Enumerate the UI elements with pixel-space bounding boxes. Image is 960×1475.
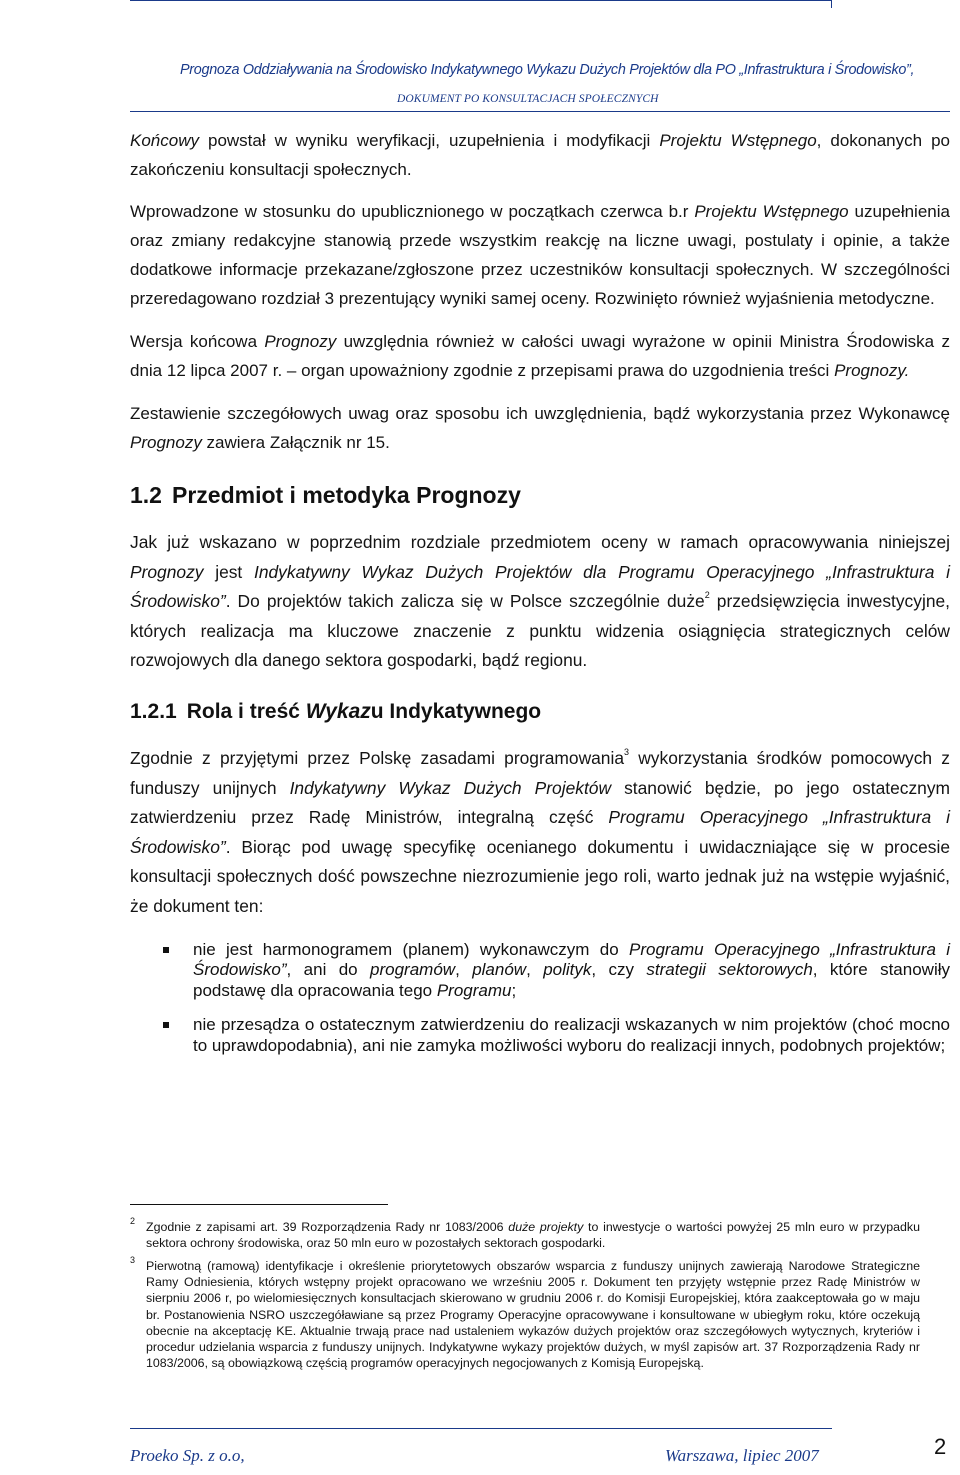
subsection-title-part: u Indykatywnego bbox=[370, 699, 542, 723]
italic-text: Prognozy bbox=[130, 561, 204, 582]
text: przedsięwzięcia inwestycyjne, których realizacja ma kluczowe znaczenie z punktu widzenia osiągnięcia strategicznych celów rozwojowych dla danego sektora gospodarki, bądź regionu. bbox=[130, 591, 950, 671]
text: nie przesądza o ostatecznym zatwierdzeniu do realizacji wskazanych w nim projektów (choć mocno to uprawdopodabnia), ani nie zamyka możliwości wyboru do realizacji innych, podobnych projektów; bbox=[193, 1015, 950, 1055]
section-title: Przedmiot i metodyka Prognozy bbox=[171, 482, 521, 508]
text: , bbox=[526, 960, 544, 980]
text: . Biorąc pod uwagę specyfikę ocenianego dokumentu i uwidaczniające się w procesie konsultacji społecznych dość powszechne niezrozumienie jego roli, warto jednak już na wstępie wyjaśnić, że dokument ten: bbox=[130, 836, 950, 916]
footnote bbox=[130, 1255, 920, 1371]
subsection-heading bbox=[130, 698, 950, 726]
text: stanowić będzie, po jego ostatecznym zatwierdzeniu przez Radę Ministrów, integralną część bbox=[130, 777, 951, 828]
text: Wersja końcowa bbox=[130, 332, 265, 351]
square-bullet-icon bbox=[163, 947, 169, 953]
list-item bbox=[130, 940, 950, 1002]
footnote-number: 3 bbox=[130, 1255, 136, 1265]
text: Zgodnie z przyjętymi przez Polskę zasadami programowania bbox=[130, 747, 625, 768]
footer-date: Warszawa, lipiec 2007 bbox=[665, 1446, 819, 1465]
footer-company: Proeko Sp. z o.o, bbox=[130, 1446, 245, 1465]
text: Zestawienie szczegółowych uwag oraz sposobu ich uwzględnienia, bądź wykorzystania przez Wykonawcę bbox=[130, 404, 950, 423]
italic-text: Indykatywny Wykaz Dużych Projektów bbox=[289, 777, 612, 798]
paragraph bbox=[130, 126, 950, 184]
italic-text: Końcowy bbox=[130, 131, 199, 150]
page-number: 2 bbox=[934, 1434, 947, 1459]
text: . Do projektów takich zalicza się w Polsce szczególnie duże bbox=[225, 591, 705, 612]
section-heading bbox=[130, 480, 950, 510]
footnote-text: Pierwotną (ramową) identyfikacje i określenie priorytetowych obszarów wsparcia z funduszy unijnych zawierają Narodowe Strategiczne Ramy Odniesienia, których wstępny projekt opracowano we wrześniu 2005 r. Dokument ten przyjęty wstępnie przez Radę Ministrów w sierpniu 2006 r, po wielomiesięcznych konsultacjach skierowano w grudniu 2006 r. do Komisji Europejskiej, która zaakceptowała go w maju br. Postanowienia NSRO uszczegóławiane są przez Programy Operacyjne opracowywane i konsultowane w ubiegłym roku, które oczekują obecnie na akceptację KE. Aktualnie trwają prace nad ustaleniem wykazów dużych projektów oraz szczegółowych wytycznych, kryteriów i procedur udzielania wsparcia z funduszy unijnych. Indykatywne wykazy projektów dużych, w myśl zapisów art. 37 Rozporządzenia Rady nr 1083/2006, są obowiązkową częścią programów operacyjnych negocjowanych z Komisją Europejską. bbox=[146, 1259, 920, 1371]
bullet-list bbox=[130, 940, 950, 1057]
paragraph bbox=[130, 197, 950, 313]
text: , czy bbox=[591, 960, 647, 980]
italic-text: Projektu Wstępnego bbox=[659, 131, 817, 150]
text: nie jest harmonogramem (planem) wykonawczym do bbox=[193, 939, 629, 959]
footnote bbox=[130, 1216, 920, 1251]
text: , bbox=[455, 960, 473, 980]
text: jest bbox=[203, 561, 254, 582]
italic-text: Indykatywny Wykaz Dużych Projektów dla Programu Operacyjnego „Infrastruktura i Środowisko” bbox=[130, 561, 950, 612]
header-title: Prognoza Oddziaływania na Środowisko Indykatywnego Wykazu Dużych Projektów dla PO „Infrastruktura i Środowisko”, bbox=[180, 62, 915, 78]
text: Jak już wskazano w poprzednim rozdziale przedmiotem oceny w ramach opracowywania niniejszej bbox=[130, 532, 950, 552]
subsection-title-italic: Wykaz bbox=[305, 699, 371, 723]
footnote-number: 2 bbox=[130, 1216, 136, 1226]
italic-text: Programu Operacyjnego „Infrastruktura i Środowisko” bbox=[130, 807, 951, 857]
footnote-separator bbox=[130, 1204, 388, 1205]
subsection-number: 1.2.1 bbox=[130, 699, 177, 723]
italic-text: planów bbox=[472, 960, 527, 980]
document-body bbox=[130, 126, 950, 1070]
italic-text: Programu bbox=[436, 980, 512, 1000]
italic-text: Prognozy. bbox=[834, 361, 910, 380]
text: zawiera Załącznik nr 15. bbox=[201, 433, 390, 452]
section-number: 1.2 bbox=[130, 482, 162, 508]
paragraph bbox=[130, 528, 950, 676]
italic-text: Projektu Wstępnego bbox=[694, 202, 849, 221]
footnote-ref[interactable]: 2 bbox=[704, 590, 710, 601]
italic-text: Prognozy bbox=[264, 332, 337, 351]
footnote-text bbox=[146, 1219, 920, 1251]
footer-rule bbox=[130, 1428, 832, 1429]
text: , które stanowiły podstawę dla opracowania tego bbox=[193, 960, 951, 1000]
text: powstał w wyniku weryfikacji, uzupełnienia i modyfikacji bbox=[198, 131, 660, 150]
list-item bbox=[130, 1015, 950, 1056]
italic-text: Prognozy bbox=[130, 433, 202, 452]
header-rule-top bbox=[130, 0, 832, 1]
italic-text: duże projekty bbox=[508, 1220, 584, 1234]
paragraph bbox=[130, 327, 950, 385]
text: ; bbox=[511, 980, 517, 1000]
text: Zgodnie z zapisami art. 39 Rozporządzenia Rady nr 1083/2006 bbox=[146, 1220, 509, 1234]
header-corner-mark bbox=[831, 0, 832, 8]
italic-text: programów bbox=[370, 960, 456, 980]
text: uzupełnienia oraz zmiany redakcyjne stanowią przede wszystkim reakcję na liczne uwagi, postulaty i opinie, a także dodatkowe informacje przekazane/zgłoszone przez uczestników konsultacji społecznych. W szczególności przeredagowano rozdział 3 prezentujący wyniki samej oceny. Rozwinięto również wyjaśnienia metodyczne. bbox=[130, 202, 950, 308]
italic-text: polityk bbox=[543, 960, 592, 980]
header-rule-bottom bbox=[130, 111, 950, 112]
text: , ani do bbox=[286, 960, 371, 980]
paragraph bbox=[130, 744, 950, 922]
text: Wprowadzone w stosunku do upublicznionego w początkach czerwca b.r bbox=[130, 202, 695, 221]
text: , dokonanych po zakończeniu konsultacji społecznych. bbox=[130, 131, 950, 179]
text: wykorzystania środków pomocowych z funduszy unijnych bbox=[130, 747, 950, 798]
header-subtitle: DOKUMENT PO KONSULTACJACH SPOŁECZNYCH bbox=[397, 93, 659, 105]
italic-text: Programu Operacyjnego „Infrastruktura i Środowisko” bbox=[193, 939, 950, 980]
footnote-ref[interactable]: 3 bbox=[624, 746, 630, 757]
italic-text: strategii sektorowych bbox=[646, 960, 813, 980]
square-bullet-icon bbox=[163, 1022, 169, 1028]
subsection-title-part: Rola i treść bbox=[186, 699, 306, 723]
text: uwzględnia również w całości uwagi wyrażone w opinii Ministra Środowiska z dnia 12 lipca 2007 r. – organ upoważniony zgodnie z przepisami prawa do uzgodnienia treści bbox=[130, 332, 950, 380]
text: to inwestycje o wartości powyżej 25 mln euro w przypadku sektora ochrony środowiska, oraz 50 mln euro w pozostałych sektorach gospodarki. bbox=[146, 1220, 920, 1251]
paragraph bbox=[130, 399, 950, 457]
